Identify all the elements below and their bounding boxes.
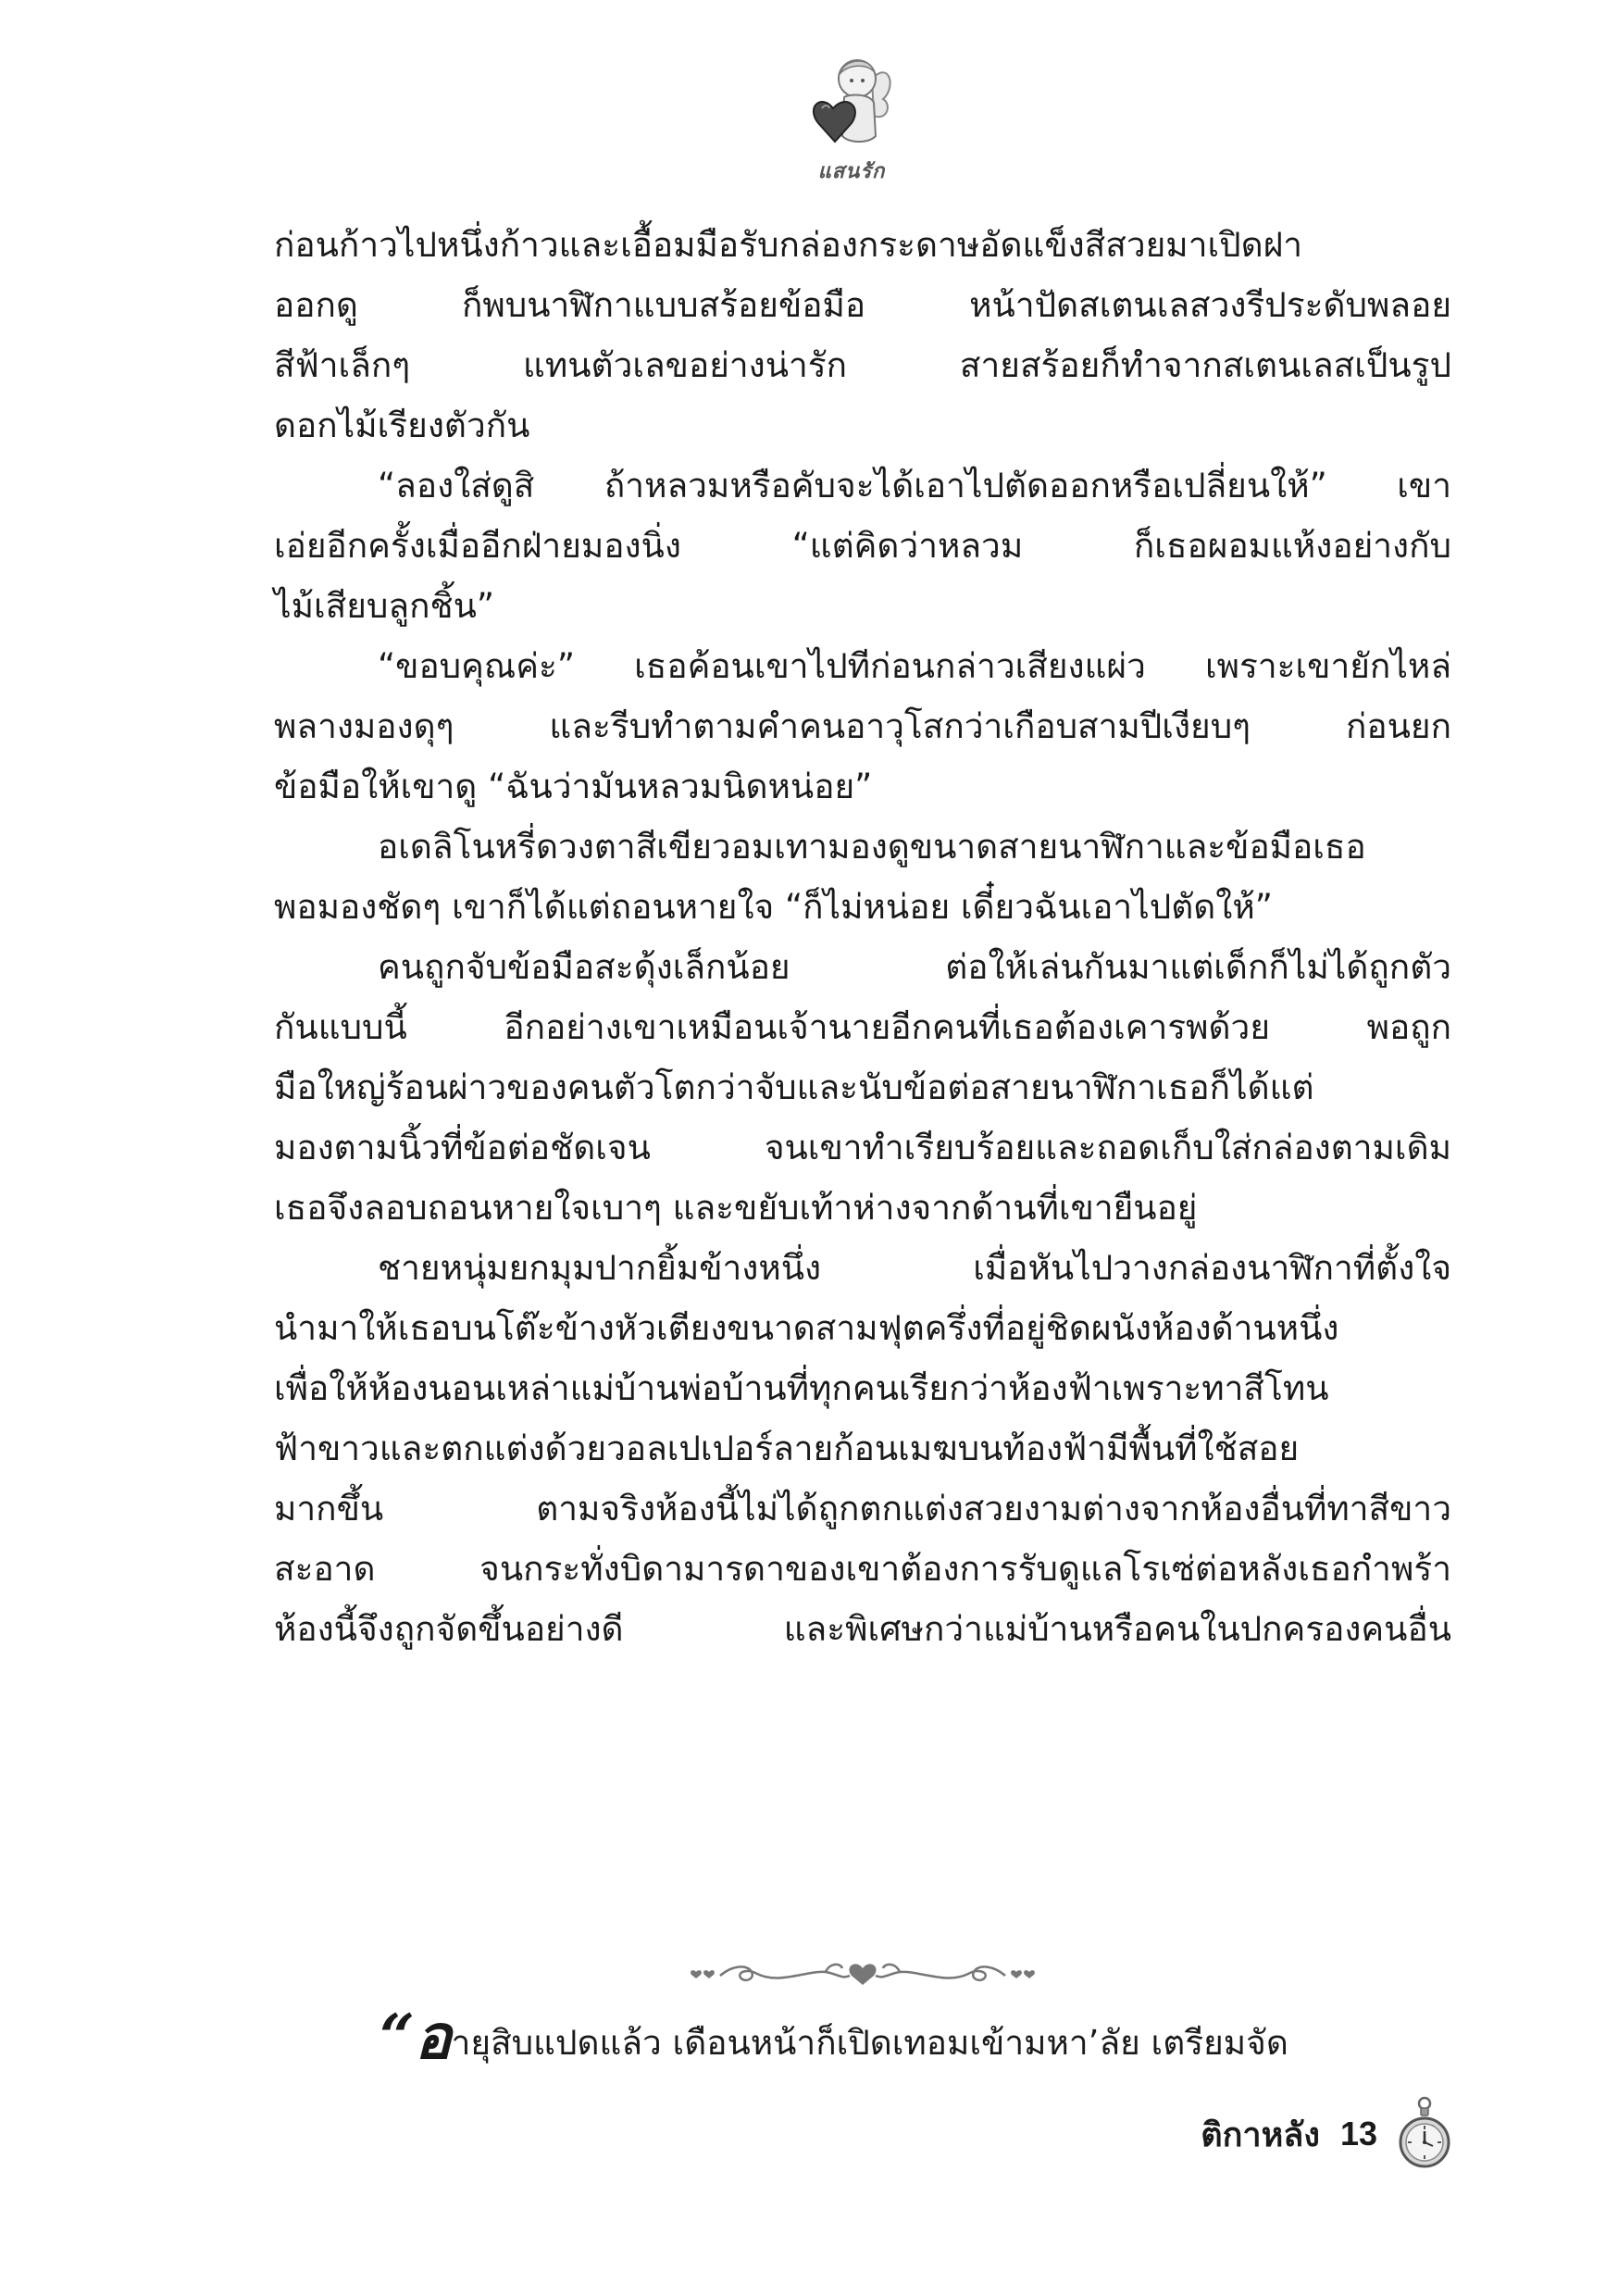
text-line: ดอกไม้เรียงตัวกัน bbox=[274, 406, 530, 445]
logo-text: แสนรัก bbox=[817, 160, 886, 183]
text-line: กันแบบนี้ อีกอย่างเขาเหมือนเจ้านายอีกคนที่เธอต้องเคารพด้วย พอถูก bbox=[274, 1007, 1451, 1047]
text-line: “ขอบคุณค่ะ” เธอค้อนเขาไปทีก่อนกล่าวเสียงแผ่ว เพราะเขายักไหล่ bbox=[378, 646, 1451, 686]
text-line: ชายหนุ่มยกมุมปากยิ้มข้างหนึ่ง เมื่อหันไปวางกล่องนาฬิกาที่ตั้งใจ bbox=[378, 1248, 1451, 1288]
text-line: สีฟ้าเล็กๆ แทนตัวเลขอย่างน่ารัก สายสร้อยก็ทำจากสเตนเลสเป็นรูป bbox=[274, 345, 1451, 385]
text-line: ก่อนก้าวไปหนึ่งก้าวและเอื้อมมือรับกล่องกระดาษอัดแข็งสีสวยมาเปิดฝา bbox=[274, 225, 1303, 265]
text-line: พลางมองดุๆ และรีบทำตามคำคนอาวุโสกว่าเกือบสามปีเงียบๆ ก่อนยก bbox=[274, 706, 1451, 746]
text-line: อเดลิโนหรี่ดวงตาสีเขียวอมเทามองดูขนาดสายนาฬิกาและข้อมือเธอ bbox=[378, 827, 1366, 867]
text-line: ข้อมือให้เขาดู “ฉันว่ามันหลวมนิดหน่อย” bbox=[274, 767, 873, 806]
text-line: มือใหญ่ร้อนผ่าวของคนตัวโตกว่าจับและนับข้อต่อสายนาฬิกาเธอก็ได้แต่ bbox=[274, 1067, 1314, 1107]
text-line: “ลองใส่ดูสิ ถ้าหลวมหรือคับจะได้เอาไปตัดออกหรือเปลี่ยนให้” เขา bbox=[378, 466, 1451, 505]
text-line: ออกดู ก็พบนาฬิกาแบบสร้อยข้อมือ หน้าปัดสเตนเลสวงรีประดับพลอย bbox=[274, 285, 1451, 325]
page-number: 13 bbox=[1339, 2115, 1377, 2152]
chapter-opening-text: ายุสิบแปดแล้ว เดือนหน้าก็เปิดเทอมเข้ามหา’ลัย เตรียมจัด bbox=[451, 2023, 1288, 2063]
text-line: ไม้เสียบลูกชิ้น” bbox=[274, 586, 495, 626]
text-line: นำมาให้เธอบนโต๊ะข้างหัวเตียงขนาดสามฟุตครึ่งที่อยู่ชิดผนังห้องด้านหนึ่ง bbox=[274, 1308, 1339, 1348]
text-line: พอมองชัดๆ เขาก็ได้แต่ถอนหายใจ “ก็ไม่หน่อย เดี๋ยวฉันเอาไปตัดให้” bbox=[274, 887, 1273, 927]
text-line: เพื่อให้ห้องนอนเหล่าแม่บ้านพ่อบ้านที่ทุกคนเรียกว่าห้องฟ้าเพราะทาสีโทน bbox=[274, 1368, 1329, 1408]
text-line: มองตามนิ้วที่ข้อต่อชัดเจน จนเขาทำเรียบร้อยและถอดเก็บใส่กล่องตามเดิม bbox=[274, 1128, 1451, 1167]
chapter-opening bbox=[380, 2000, 1451, 2080]
page-footer bbox=[1201, 2092, 1451, 2176]
text-line: สะอาด จนกระทั่งบิดามารดาของเขาต้องการรับดูแลโรเซ่ต่อหลังเธอกำพร้า bbox=[274, 1549, 1451, 1589]
text-line: มากขึ้น ตามจริงห้องนี้ไม่ได้ถูกตกแต่งสวยงามต่างจากห้องอื่นที่ทาสีขาว bbox=[274, 1489, 1451, 1529]
running-title: ติกาหลัง bbox=[1201, 2115, 1320, 2154]
text-line: ฟ้าขาวและตกแต่งด้วยวอลเปเปอร์ลายก้อนเมฆบนท้องฟ้ามีพื้นที่ใช้สอย bbox=[274, 1429, 1300, 1468]
text-line: ห้องนี้จึงถูกจัดขึ้นอย่างดี และพิเศษกว่าแม่บ้านหรือคนในปกครองคนอื่น bbox=[274, 1609, 1451, 1649]
publisher-logo bbox=[805, 51, 898, 183]
text-line: คนถูกจับข้อมือสะดุ้งเล็กน้อย ต่อให้เล่นกันมาแต่เด็กก็ไม่ได้ถูกตัว bbox=[378, 947, 1451, 987]
text-line: เอ่ยอีกครั้งเมื่ออีกฝ่ายมองนิ่ง “แต่คิดว่าหลวม ก็เธอผอมแห้งอย่างกับ bbox=[274, 526, 1451, 566]
body-text bbox=[274, 215, 1451, 1659]
cupid-heart-icon bbox=[805, 51, 898, 157]
heart-flourish-divider-icon bbox=[687, 1952, 1039, 1992]
text-line: เธอจึงลอบถอนหายใจเบาๆ และขยับเท้าห่างจากด้านที่เขายืนอยู่ bbox=[274, 1188, 1198, 1228]
open-quote: “ bbox=[380, 2001, 415, 2073]
dropcap: อ bbox=[414, 2001, 452, 2073]
pocket-watch-icon bbox=[1398, 2096, 1451, 2172]
